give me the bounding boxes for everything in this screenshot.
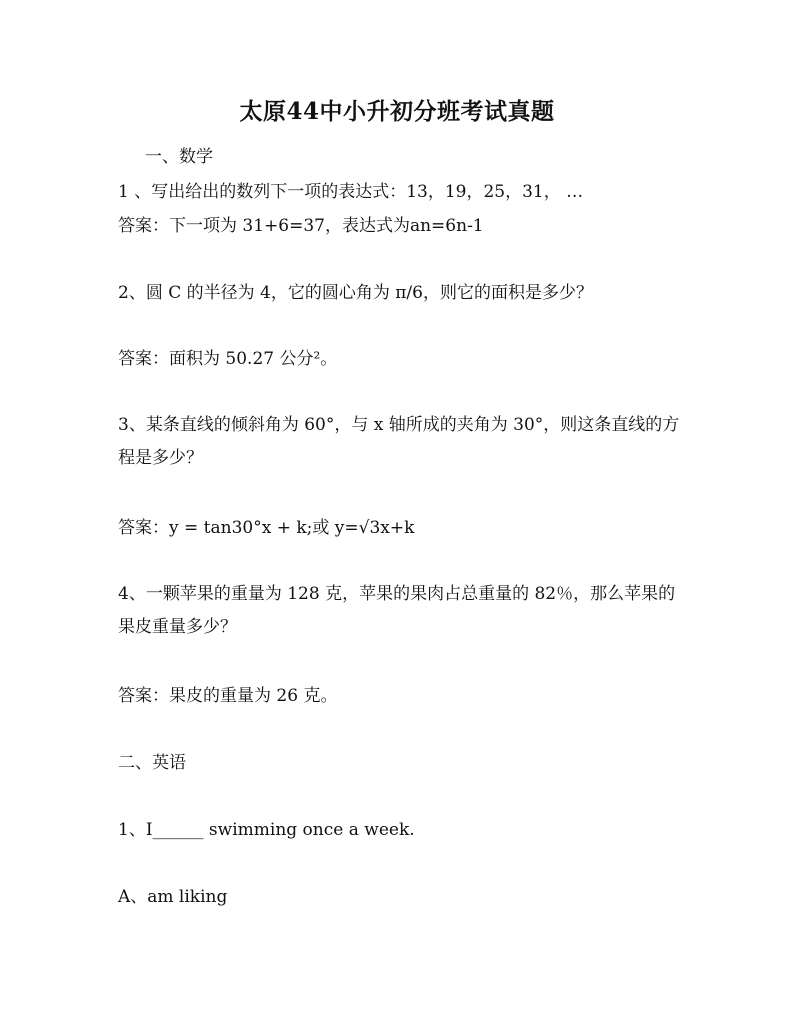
math-answer-4: 答案：果皮的重量为 26 克。 xyxy=(118,686,338,706)
math-question-4: 4、一颗苹果的重量为 128 克，苹果的果肉占总重量的 82％，那么苹果的果皮重量多少？ xyxy=(118,584,676,637)
section-heading-english: 二、英语 xyxy=(118,753,186,773)
english-question-1: 1、I______ swimming once a week. xyxy=(118,820,415,840)
section-heading-math: 一、数学 xyxy=(145,147,213,167)
math-question-3: 3、某条直线的倾斜角为 60°，与 x 轴所成的夹角为 30°，则这条直线的方程是多少？ xyxy=(118,415,680,468)
math-answer-1: 答案：下一项为 31+6=37，表达式为an=6n-1 xyxy=(118,216,484,236)
math-answer-2: 答案：面积为 50.27 公分²。 xyxy=(118,349,338,369)
math-question-2: 2、圆 C 的半径为 4，它的圆心角为 π/6，则它的面积是多少？ xyxy=(118,283,593,303)
english-option-a: A、am liking xyxy=(118,887,228,907)
math-answer-3: 答案：y = tan30°x + k;或 y=√3x+k xyxy=(118,518,415,538)
math-question-1: 1 、写出给出的数列下一项的表达式：13，19，25，31， … xyxy=(118,182,584,202)
document-title: 太原44中小升初分班考试真题 xyxy=(239,98,555,125)
